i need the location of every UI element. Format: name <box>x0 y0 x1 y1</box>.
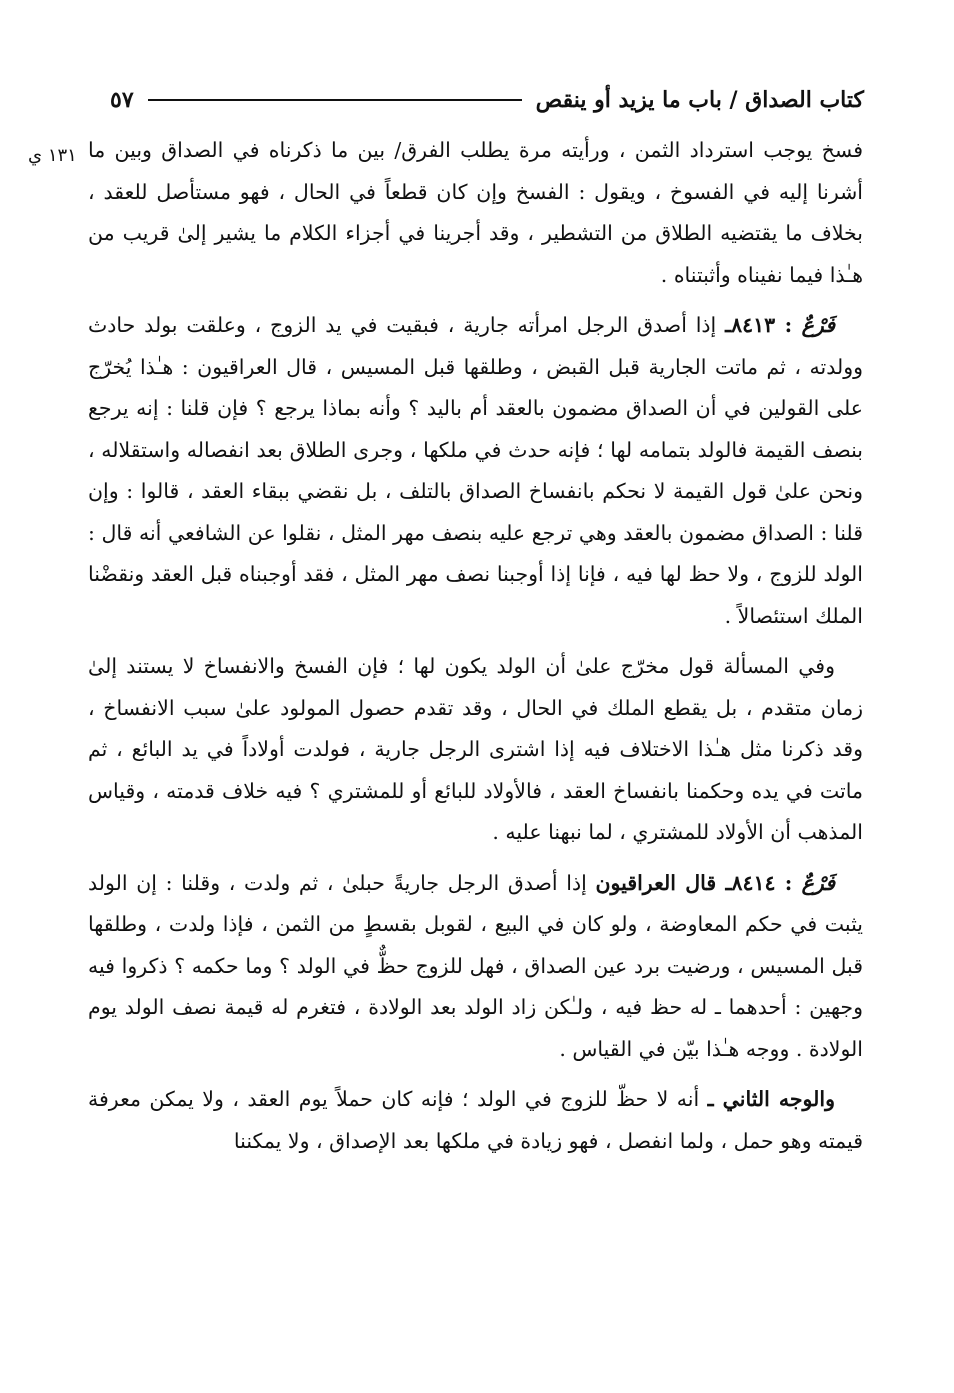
paragraph-5 <box>88 1079 863 1162</box>
bold-lead: والوجه الثاني ـ <box>707 1087 835 1111</box>
main-text <box>88 130 863 1171</box>
paragraph-3 <box>88 646 863 854</box>
page-number: ٥٧ <box>110 87 134 113</box>
paragraph-1 <box>88 130 863 296</box>
far-marker: فَرْعٌ <box>801 313 836 337</box>
paragraph-text: إذا أصدق الرجل جاريةً حبلىٰ ، ثم ولدت ، وقلنا : إن الولد يثبت في حكم المعاوضة ، ولو كان في البيع ، لقوبل بقسطٍ من الثمن ، فإذا ولدت ، وطلقها قبل المسيس ، ورضيت برد عين الصداق ، فهل للزوج حظٌّ في الولد ؟ وما حكمه ؟ ذكروا فيه وجهين : أحدهما ـ له حظ فيه ، ولـٰكن زاد الولد بعد الولادة ، فتغرم له قيمة نصف الولد يوم الولادة . ووجه هـٰذا بيّن في القياس . <box>88 870 863 1061</box>
chapter-title: كتاب الصداق / باب ما يزيد أو ينقص <box>535 87 864 113</box>
paragraph-text: أنه لا حظّ للزوج في الولد ؛ فإنه كان حملاً يوم العقد ، ولا يمكن معرفة قيمته وهو حمل ، ولما انفصل ، فهو زيادة في ملكها بعد الإصداق ، ولا يمكننا <box>88 1087 863 1153</box>
paragraph-2 <box>88 305 863 637</box>
paragraph-text: وفي المسألة قول مخرّج علىٰ أن الولد يكون لها ؛ فإن الفسخ والانفساخ لا يستند إلىٰ زمان متقدم ، بل يقطع الملك في الحال ، وقد تقدم حصول المولود علىٰ سبب الانفساخ ، وقد ذكرنا مثل هـٰذا الاختلاف فيه إذا اشترى الرجل جارية ، فولدت أولاداً في يد البائع ، ثم ماتت في يده وحكمنا بانفساخ العقد ، فالأولاد للبائع أو للمشتري ؟ فيه خلاف قدمته ، وقياس المذهب أن الأولاد للمشتري ، لما نبهنا عليه . <box>88 654 863 844</box>
running-header <box>110 80 864 120</box>
margin-manuscript-note: ١٣١ ي <box>28 145 77 166</box>
issue-number: : ٨٤١٤ـ قال العراقيون <box>595 870 802 895</box>
paragraph-text: فسخ يوجب استرداد الثمن ، ورأيته مرة يطلب الفرق/ بين ما ذكرناه في الصداق وبين ما أشرنا إليه في الفسوخ ، ويقول : الفسخ وإن كان قطعاً في الحال ، فهو مستأصل للعقد ، بخلاف ما يقتضيه الطلاق من التشطير ، وقد أجرينا في أجزاء الكلام ما يشير إلىٰ قريب من هـٰذا فيما نفيناه وأثبتناه . <box>88 138 863 287</box>
issue-number: : ٨٤١٣ـ <box>725 313 802 337</box>
paragraph-text: إذا أصدق الرجل امرأته جارية ، فبقيت في يد الزوج ، وعلقت بولد حادث وولدته ، ثم ماتت الجارية قبل القبض ، وطلقها قبل المسيس ، قال العراقيون : هـٰذا يُخرّج على القولين في أن الصداق مضمون بالعقد أم باليد ؟ وأنه بماذا يرجع ؟ فإن قلنا : إنه يرجع بنصف القيمة فالولد بتمامه لها ؛ فإنه حدث في ملكها ، وجرى الطلاق بعد انفصاله واستقلاله ، ونحن علىٰ قول القيمة لا نحكم بانفساخ الصداق بالتلف ، بل نقضي ببقاء العقد ، قالوا : وإن قلنا : الصداق مضمون بالعقد وهي ترجع عليه بنصف مهر المثل ، نقلوا عن الشافعي أنه قال : الولد للزوج ، ولا حظ لها فيه ، فإنا إذا أوجبنا نصف مهر المثل ، فقد أوجبناه قبل العقد ونقضْنا الملك استئصالاً . <box>88 313 863 628</box>
header-rule <box>148 99 522 101</box>
paragraph-4 <box>88 863 863 1071</box>
far-marker: فَرْعٌ <box>801 870 835 895</box>
